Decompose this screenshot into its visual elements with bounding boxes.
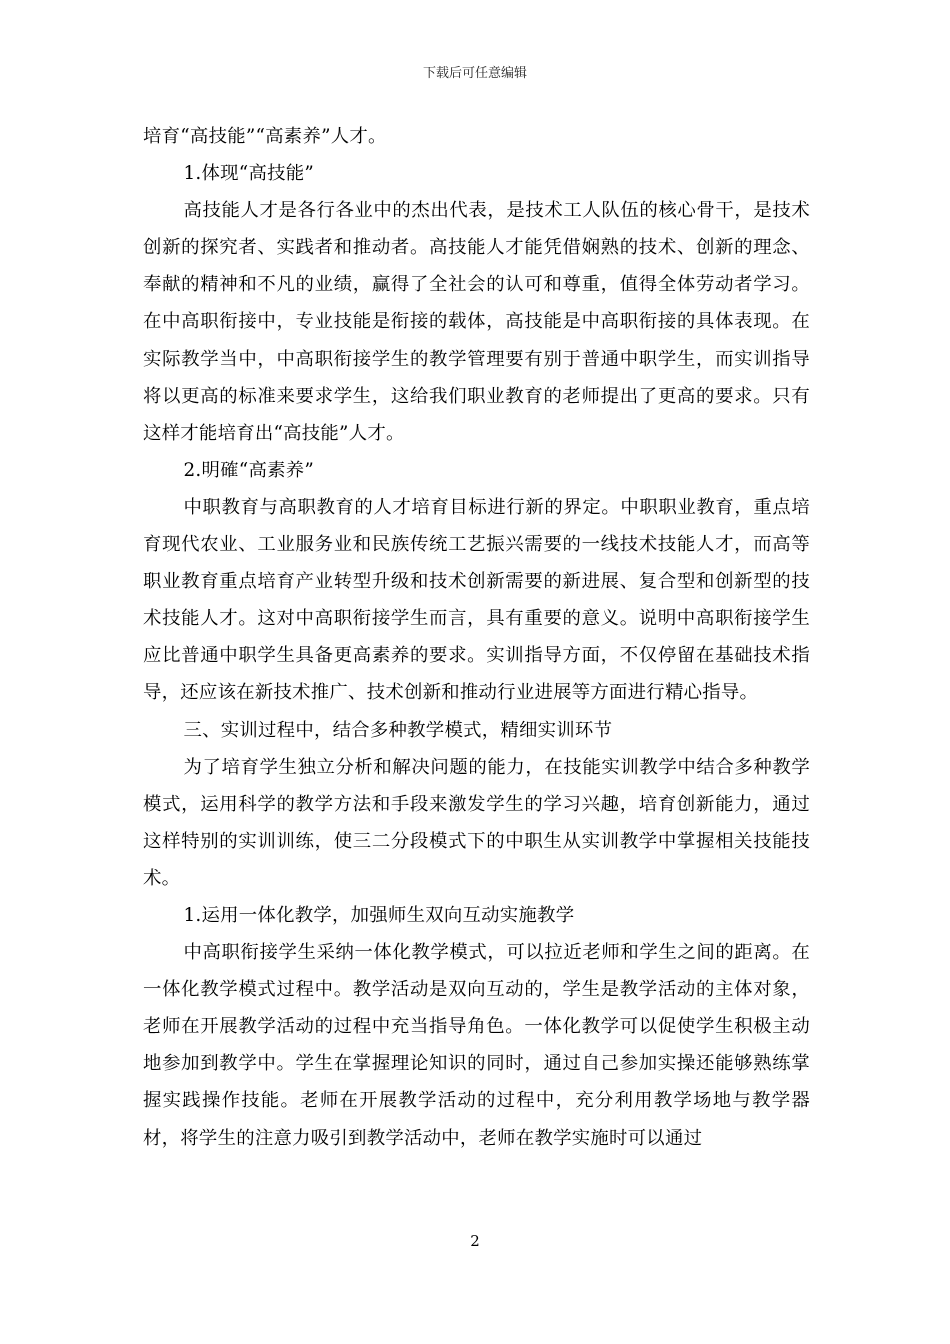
paragraph-continuation: 培育“高技能”“高素养”人才。: [143, 126, 387, 147]
paragraph-high-quality: 中职教育与高职教育的人才培育目标进行新的界定。中职职业教育，重点培育现代农业、工业服务业和民族传统工艺振兴需要的一线技术技能人才，而高等职业教育重点培育产业转型升级和技术创新需要的新进展、复合型和创新型的技术技能人才。这对中高职衔接学生而言，具有重要的意义。说明中高职衔接学生应比普通中职学生具备更高素养的要求。实训指导方面，不仅停留在基础技术指导，还应该在新技术推广、技术创新和推动行业进展等方面进行精心指导。: [143, 496, 810, 704]
paragraph-high-skill: 高技能人才是各行各业中的杰出代表，是技术工人队伍的核心骨干，是技术创新的探究者、实践者和推动者。高技能人才能凭借娴熟的技术、创新的理念、奉献的精神和不凡的业绩，赢得了全社会的认可和尊重，值得全体劳动者学习。在中高职衔接中，专业技能是衔接的载体，高技能是中高职衔接的具体表现。在实际教学当中，中高职衔接学生的教学管理要有别于普通中职学生，而实训指导将以更高的标准来要求学生，这给我们职业教育的老师提出了更高的要求。只有这样才能培育出“高技能”人才。: [143, 200, 810, 444]
subheading-high-quality: 2.明確“高素养”: [183, 459, 315, 481]
subheading-integrated-teaching: 1.运用一体化教学，加强师生双向互动实施教学: [183, 904, 575, 926]
paragraph-training-modes: 为了培育学生独立分析和解决问题的能力，在技能实训教学中结合多种教学模式，运用科学的教学方法和手段来激发学生的学习兴趣，培育创新能力，通过这样特别的实训训练，使三二分段模式下的中职生从实训教学中掌握相关技能技术。: [143, 756, 810, 889]
page-header: 下载后可任意编辑: [422, 66, 527, 81]
subheading-high-skill: 1.体现“高技能”: [183, 163, 315, 185]
section-heading-three: 三、实训过程中，结合多种教学模式，精细实训环节: [183, 719, 613, 741]
paragraph-integrated-teaching: 中高职衔接学生采纳一体化教学模式，可以拉近老师和学生之间的距离。在一体化教学模式过程中。教学活动是双向互动的，学生是教学活动的主体对象，老师在开展教学活动的过程中充当指导角色。一体化教学可以促使学生积极主动地参加到教学中。学生在掌握理论知识的同时，通过自己参加实操还能够熟练掌握实践操作技能。老师在开展教学活动的过程中，充分利用教学场地与教学器材，将学生的注意力吸引到教学活动中，老师在教学实施时可以通过: [143, 942, 810, 1149]
page-number: 2: [470, 1232, 480, 1250]
document-body: [143, 118, 810, 1157]
